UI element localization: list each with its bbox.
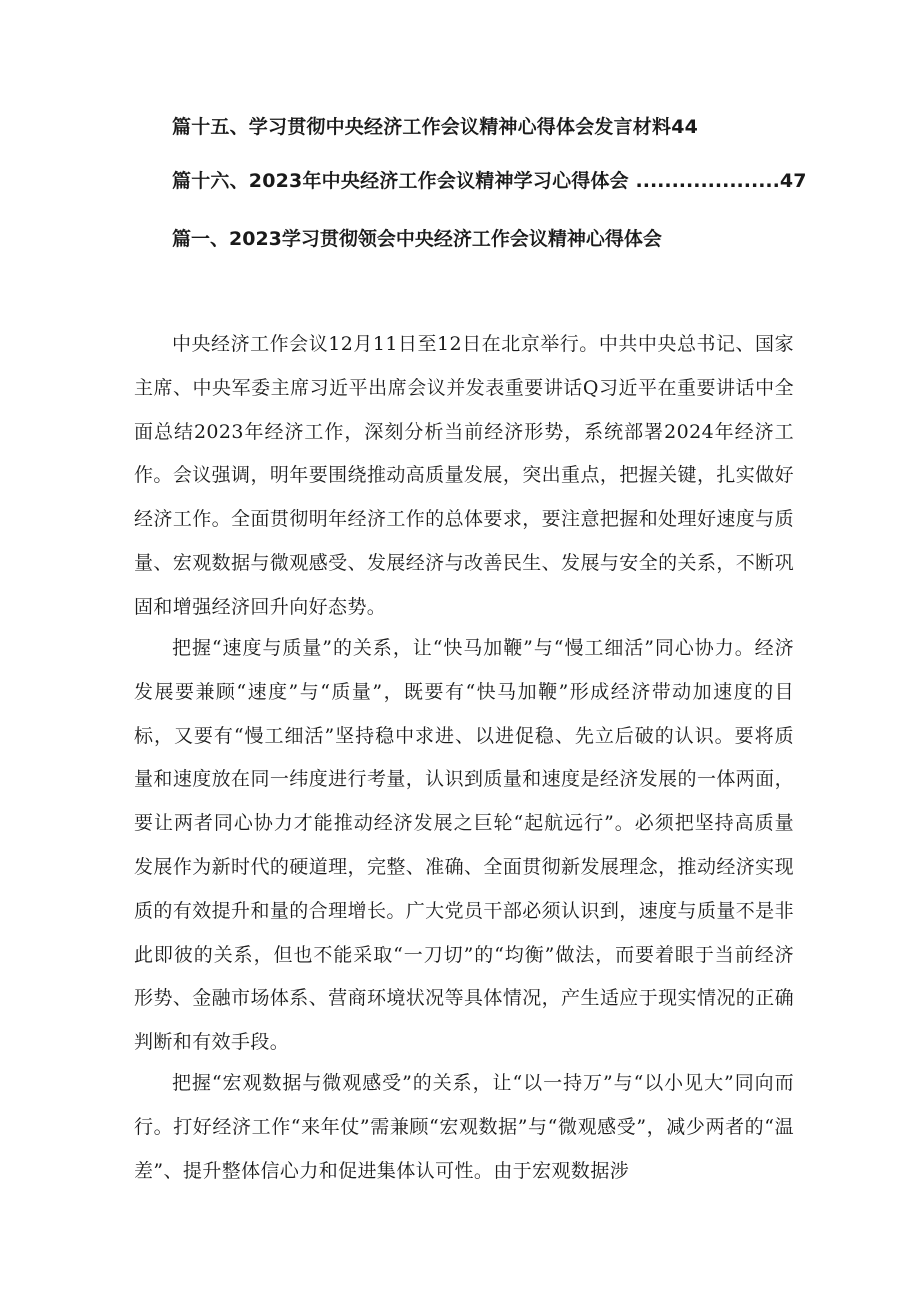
body-paragraph: 中央经济工作会议12月11日至12日在北京举行。中共中央总书记、国家主席、中央军委主席习近平出席会议并发表重要讲话Q习近平在重要讲话中全面总结2023年经济工作，深刻分析当前经济形势，系统部署2024年经济工作。会议强调，明年要围绕推动高质量发展，突出重点，把握关键，扎实做好经济工作。全面贯彻明年经济工作的总体要求，要注意把握和处理好速度与质量、宏观数据与微观感受、发展经济与改善民生、发展与安全的关系，不断巩固和增强经济回升向好态势。 — [134, 333, 794, 618]
article-heading: 篇一、2023学习贯彻领会中央经济工作会议精神心得体会 — [172, 228, 662, 250]
toc-page-number: 47 — [779, 170, 807, 192]
toc-entry[interactable] — [172, 114, 812, 140]
body-paragraph-block — [134, 1062, 794, 1193]
toc-entry-title: 篇十六、2023年中央经济工作会议精神学习心得体会 — [172, 170, 629, 192]
body-paragraph: 把握“速度与质量”的关系，让“快马加鞭”与“慢工细活”同心协力。经济发展要兼顾“速度”与“质量”，既要有“快马加鞭”形成经济带动加速度的目标，又要有“慢工细活”坚持稳中求进、以进促稳、先立后破的认识。要将质量和速度放在同一纬度进行考量，认识到质量和速度是经济发展的一体两面，要让两者同心协力才能推动经济发展之巨轮“起航远行”。必须把坚持高质量发展作为新时代的硬道理，完整、准确、全面贯彻新发展理念，推动经济实现质的有效提升和量的合理增长。广大党员干部必须认识到，速度与质量不是非此即彼的关系，但也不能采取“一刀切”的“均衡”做法，而要着眼于当前经济形势、金融市场体系、营商环境状况等具体情况，产生适应于现实情况的正确判断和有效手段。 — [134, 637, 794, 1054]
body-paragraph-block — [134, 323, 794, 630]
body-paragraph-block — [134, 627, 794, 1065]
toc-leader-dots: .................... — [628, 170, 780, 192]
toc-page-number: 44 — [671, 116, 699, 138]
toc-entry-title: 篇十五、学习贯彻中央经济工作会议精神心得体会发言材料 — [172, 116, 672, 138]
body-paragraph: 把握“宏观数据与微观感受”的关系，让“以一持万”与“以小见大”同向而行。打好经济工作“来年仗”需兼顾“宏观数据”与“微观感受”，减少两者的“温差”、提升整体信心力和促进集体认可性。由于宏观数据涉 — [134, 1072, 794, 1182]
toc-entry[interactable] — [172, 168, 812, 194]
